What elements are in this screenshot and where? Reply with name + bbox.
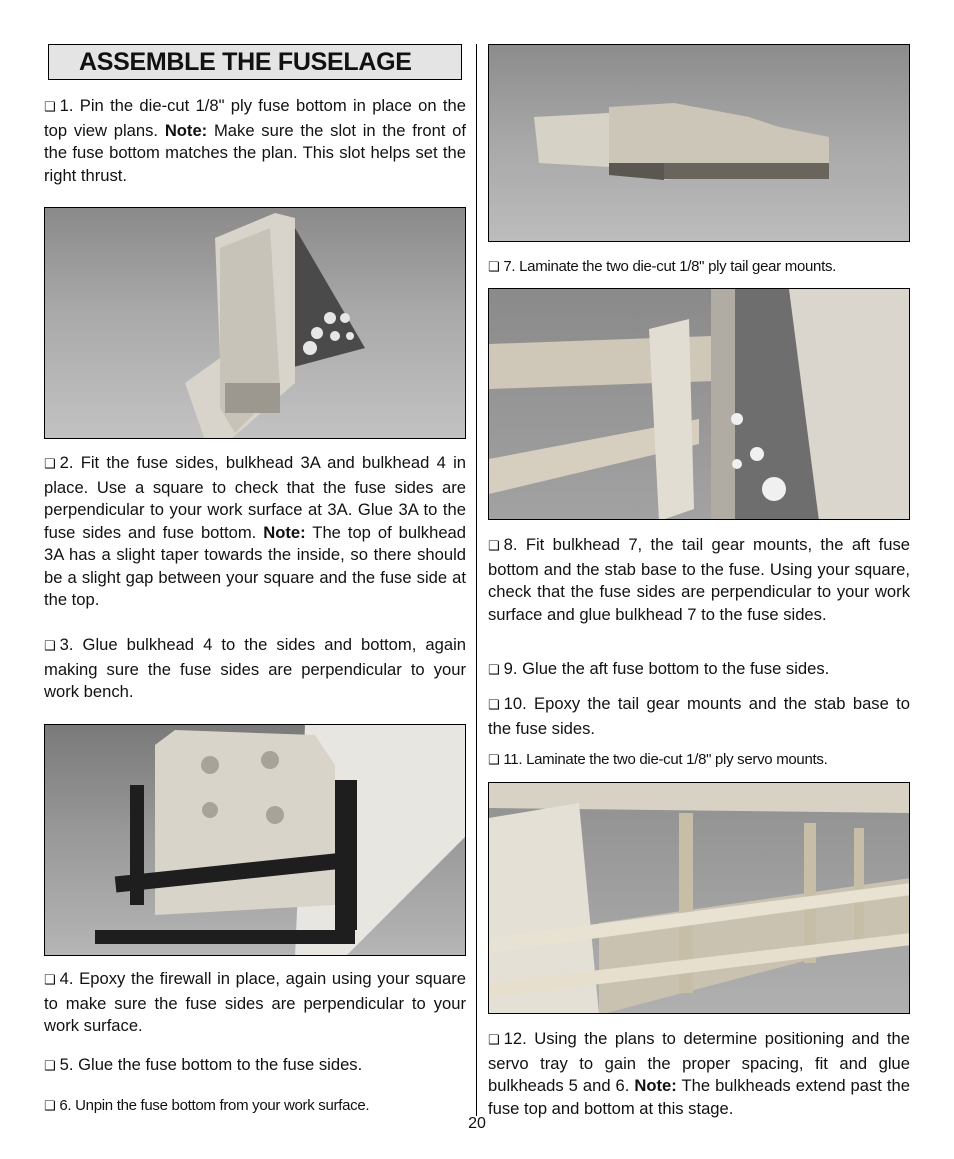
photo-bulkheads-5-6	[488, 782, 910, 1014]
step-4: ❑ 4. Epoxy the firewall in place, again using your square to make sure the fuse sides are perpendicular to your work surface.	[44, 969, 466, 1035]
step-12: ❑ 12. Using the plans to determine positioning and the servo tray to gain the proper spacing, fit and glue bulkheads 5 and 6. Note: The bulkheads extend past the fuse top and bottom at this stage.	[488, 1029, 910, 1118]
step-9: ❑ 9. Glue the aft fuse bottom to the fuse sides.	[488, 659, 830, 678]
step-8: ❑ 8. Fit bulkhead 7, the tail gear mounts, the aft fuse bottom and the stab base to the fuse. Using your square, check that the fuse sides are perpendicular to your work surface and glue bulkhead 7 to the fuse sides.	[488, 535, 910, 624]
photo-fuse-bottom-with-square	[44, 207, 466, 439]
section-title: ASSEMBLE THE FUSELAGE	[79, 47, 412, 76]
checkbox-icon[interactable]: ❑	[488, 539, 500, 554]
checkbox-icon[interactable]: ❑	[44, 457, 56, 472]
step-3: ❑ 3. Glue bulkhead 4 to the sides and bottom, again making sure the fuse sides are perpendicular to your work bench.	[44, 635, 466, 701]
checkbox-icon[interactable]: ❑	[488, 1033, 500, 1048]
photo-tail-gear-mounts	[488, 44, 910, 242]
checkbox-icon[interactable]: ❑	[488, 663, 500, 678]
step-7: ❑ 7. Laminate the two die-cut 1/8" ply tail gear mounts.	[488, 258, 837, 275]
checkbox-icon[interactable]: ❑	[44, 1059, 56, 1074]
step-5: ❑ 5. Glue the fuse bottom to the fuse sides.	[44, 1055, 363, 1074]
page-number: 20	[468, 1115, 486, 1132]
step-6: ❑ 6. Unpin the fuse bottom from your work surface.	[44, 1097, 370, 1114]
checkbox-icon[interactable]: ❑	[488, 698, 500, 713]
checkbox-icon[interactable]: ❑	[44, 639, 56, 654]
photo-bulkhead-7-square	[488, 288, 910, 520]
section-title-box	[48, 44, 462, 80]
checkbox-icon[interactable]: ❑	[44, 1099, 56, 1114]
step-1: ❑ 1. Pin the die-cut 1/8" ply fuse bottom in place on the top view plans. Note: Make sure the slot in the front of the fuse bottom matches the plan. This slot helps set the right thrust.	[44, 96, 467, 185]
checkbox-icon[interactable]: ❑	[488, 260, 500, 275]
step-10: ❑ 10. Epoxy the tail gear mounts and the stab base to the fuse sides.	[488, 694, 910, 738]
step-11: ❑ 11. Laminate the two die-cut 1/8" ply servo mounts.	[488, 751, 828, 768]
checkbox-icon[interactable]: ❑	[488, 753, 500, 768]
photo-firewall-clamped	[44, 724, 466, 956]
checkbox-icon[interactable]: ❑	[44, 100, 56, 115]
step-2: ❑ 2. Fit the fuse sides, bulkhead 3A and bulkhead 4 in place. Use a square to check that the fuse sides are perpendicular to your work surface at 3A. Glue 3A to the fuse sides and fuse bottom. Note: The top of bulkhead 3A has a slight taper towards the inside, so there should be a slight gap between your square and the fuse side at the top.	[44, 453, 467, 609]
checkbox-icon[interactable]: ❑	[44, 973, 56, 988]
column-divider	[476, 44, 477, 1116]
